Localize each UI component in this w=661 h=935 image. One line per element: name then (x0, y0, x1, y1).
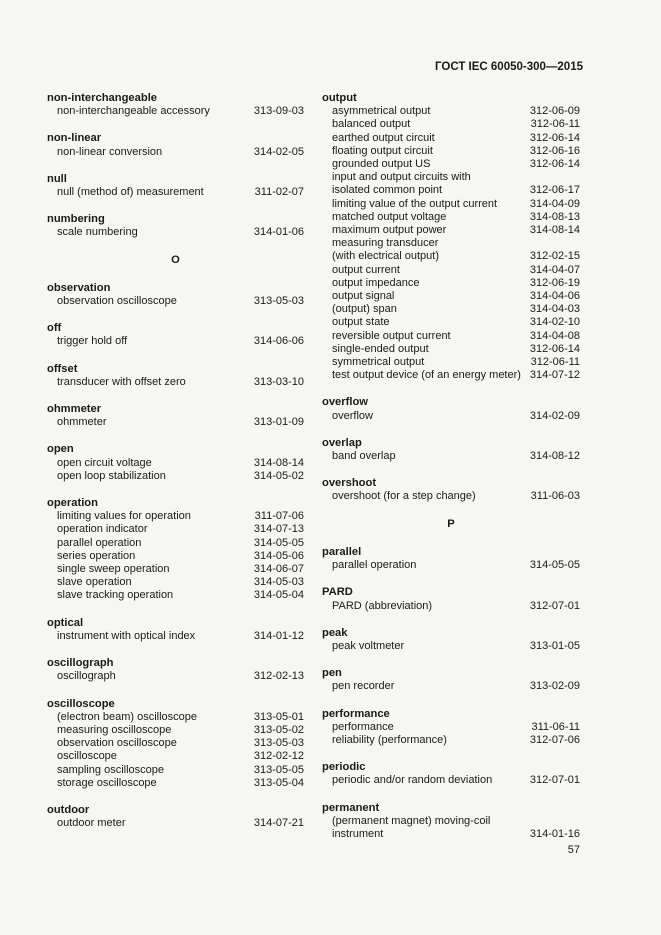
index-term: non-linear (47, 132, 102, 145)
entry-text: (electron beam) oscilloscope (57, 710, 198, 723)
index-group (47, 322, 304, 348)
entry-code: 312-07-06 (529, 733, 580, 746)
index-term: operation (47, 497, 98, 510)
index-group (47, 173, 304, 199)
entry-text: output impedance (332, 276, 420, 289)
entry-text: slave operation (57, 576, 132, 589)
index-group (322, 708, 580, 748)
index-entry (322, 450, 580, 463)
index-entry (322, 410, 580, 423)
entry-text: open circuit voltage (57, 456, 152, 469)
entry-code: 312-07-01 (529, 599, 580, 612)
index-entry (47, 226, 304, 239)
index-entry (47, 295, 304, 308)
index-entry (47, 186, 304, 199)
entry-text: oscilloscope (57, 750, 117, 763)
entry-code: 314-06-07 (253, 563, 304, 576)
index-term: performance (322, 707, 390, 720)
index-entry (322, 211, 580, 224)
entry-text: scale numbering (57, 226, 138, 239)
index-entry (47, 630, 304, 643)
entry-text: ohmmeter (57, 416, 107, 429)
entry-text: instrument with optical index (57, 629, 196, 642)
entry-text: null (method of) measurement (57, 186, 204, 199)
entry-text: test output device (of an energy meter) (332, 369, 521, 382)
index-entry (47, 510, 304, 523)
entry-text: single sweep operation (57, 563, 170, 576)
entry-code: 314-08-12 (529, 450, 580, 463)
entry-text: series operation (57, 549, 136, 562)
entry-text: reliability (performance) (332, 733, 447, 746)
index-entry (322, 264, 580, 277)
index-entry (322, 237, 580, 263)
section-letter: P (447, 517, 455, 530)
entry-code: 314-06-06 (253, 335, 304, 348)
entry-text: trigger hold off (57, 335, 128, 348)
index-group (322, 546, 580, 572)
entry-text: overflow (332, 409, 373, 422)
entry-code: 312-06-09 (529, 105, 580, 118)
index-entry (47, 576, 304, 589)
index-term: off (47, 322, 62, 335)
index-entry (322, 330, 580, 343)
entry-text: non-linear conversion (57, 145, 163, 158)
index-entry (47, 724, 304, 737)
entry-text: slave tracking operation (57, 589, 174, 602)
index-column-right (322, 92, 580, 855)
entry-code: 314-07-13 (253, 523, 304, 536)
entry-text: single-ended output (332, 342, 429, 355)
index-term: periodic (322, 761, 366, 774)
entry-text: measuring oscilloscope (57, 723, 172, 736)
index-group (322, 667, 580, 693)
index-entry (47, 589, 304, 602)
index-entry (322, 224, 580, 237)
index-entry (322, 734, 580, 747)
index-entry (322, 640, 580, 653)
entry-text: matched output voltage (332, 210, 447, 223)
index-group (322, 586, 580, 612)
entry-text: input and output circuits with isolated common point (332, 171, 471, 197)
index-term: optical (47, 616, 84, 629)
entry-code: 312-07-01 (529, 774, 580, 787)
entry-text: outdoor meter (57, 817, 126, 830)
entry-text: open loop stabilization (57, 469, 166, 482)
entry-text: non-interchangeable accessory (57, 105, 210, 118)
entry-code: 314-02-10 (529, 316, 580, 329)
entry-text: sampling oscilloscope (57, 763, 164, 776)
index-term: non-interchangeable (47, 92, 158, 104)
entry-code: 314-08-14 (529, 224, 580, 237)
entry-text: maximum output power (332, 224, 447, 237)
entry-code: 312-06-11 (530, 356, 580, 369)
index-entry (322, 600, 580, 613)
page-number: 57 (567, 844, 580, 856)
entry-text: storage oscilloscope (57, 776, 157, 789)
entry-code: 314-02-05 (253, 145, 304, 158)
entry-code: 314-04-08 (529, 329, 580, 342)
index-entry (47, 537, 304, 550)
index-group (322, 802, 580, 842)
index-entry (47, 523, 304, 536)
index-group (47, 497, 304, 603)
entry-text: PARD (abbreviation) (332, 599, 433, 612)
index-group (322, 396, 580, 422)
index-entry (47, 764, 304, 777)
index-entry (47, 711, 304, 724)
entry-code: 313-05-03 (253, 295, 304, 308)
entry-code: 314-01-06 (253, 226, 304, 239)
entry-code: 313-09-03 (253, 105, 304, 118)
index-entry (47, 470, 304, 483)
index-entry (47, 550, 304, 563)
entry-code: 312-06-16 (529, 144, 580, 157)
index-group (322, 627, 580, 653)
index-entry (47, 563, 304, 576)
entry-text: grounded output US (332, 158, 431, 171)
entry-code: 314-01-16 (529, 827, 580, 840)
index-term: output (322, 92, 357, 104)
index-term: offset (47, 362, 78, 375)
index-entry (322, 721, 580, 734)
entry-text: periodic and/or random deviation (332, 774, 493, 787)
index-entry (47, 335, 304, 348)
index-term: ohmmeter (47, 403, 102, 416)
entry-text: overshoot (for a step change) (332, 490, 476, 503)
index-entry (322, 490, 580, 503)
index-group (47, 617, 304, 643)
section-letter: O (171, 253, 180, 266)
entry-code: 311-02-07 (254, 186, 304, 199)
entry-code: 314-04-07 (529, 263, 580, 276)
index-term: null (47, 172, 67, 185)
index-entry (47, 777, 304, 790)
index-group (47, 92, 304, 118)
entry-text: limiting value of the output current (332, 197, 498, 210)
index-entry (322, 145, 580, 158)
index-term: PARD (322, 586, 353, 599)
index-term: numbering (47, 213, 105, 226)
entry-text: parallel operation (332, 559, 417, 572)
entry-text: transducer with offset zero (57, 375, 186, 388)
entry-text: output signal (332, 290, 395, 303)
entry-code: 314-04-09 (529, 197, 580, 210)
entry-code: 313-05-03 (253, 737, 304, 750)
entry-text: output state (332, 316, 390, 329)
index-entry (322, 158, 580, 171)
entry-code: 313-05-05 (253, 763, 304, 776)
entry-text: reversible output current (332, 329, 451, 342)
index-group (322, 477, 580, 503)
entry-text: limiting values for operation (57, 510, 191, 523)
index-entry (47, 750, 304, 763)
index-group (47, 443, 304, 483)
index-term: overflow (322, 396, 369, 409)
entry-code: 312-02-15 (529, 250, 580, 263)
index-entry (47, 105, 304, 118)
entry-code: 312-06-19 (529, 276, 580, 289)
entry-code: 313-05-02 (253, 723, 304, 736)
entry-code: 313-03-10 (253, 375, 304, 388)
entry-code: 313-02-09 (529, 680, 580, 693)
index-entry (47, 146, 304, 159)
index-entry (322, 815, 580, 841)
entry-text: performance (332, 720, 394, 733)
index-entry (322, 316, 580, 329)
entry-code: 314-07-21 (253, 817, 304, 830)
entry-code: 312-06-14 (529, 131, 580, 144)
entry-text: pen recorder (332, 680, 395, 693)
entry-code: 313-01-09 (253, 416, 304, 429)
entry-text: measuring transducer (with electrical output) (332, 237, 439, 263)
index-entry (322, 356, 580, 369)
index-entry (322, 774, 580, 787)
index-entry (47, 737, 304, 750)
index-group (47, 213, 304, 239)
index-term: permanent (322, 801, 380, 814)
entry-text: earthed output circuit (332, 131, 435, 144)
index-group (322, 761, 580, 787)
index-entry (322, 369, 580, 382)
index-entry (322, 198, 580, 211)
index-group (47, 403, 304, 429)
entry-code: 314-01-12 (253, 629, 304, 642)
entry-text: (permanent magnet) moving-coil instrument (332, 814, 491, 840)
index-term: open (47, 443, 74, 456)
entry-code: 314-05-02 (253, 469, 304, 482)
entry-code: 314-05-06 (253, 549, 304, 562)
entry-code: 314-07-12 (529, 369, 580, 382)
entry-code: 314-05-05 (253, 536, 304, 549)
index-entry (47, 457, 304, 470)
index-entry (47, 817, 304, 830)
entry-code: 312-06-14 (529, 158, 580, 171)
index-group (322, 437, 580, 463)
entry-text: oscillograph (57, 670, 116, 683)
entry-text: symmetrical output (332, 356, 425, 369)
index-term: peak (322, 626, 348, 639)
entry-code: 313-05-01 (253, 710, 304, 723)
entry-text: (output) span (332, 303, 397, 316)
index-term: oscillograph (47, 657, 114, 670)
index-entry (322, 290, 580, 303)
index-column-left (47, 92, 304, 844)
index-term: overshoot (322, 477, 377, 490)
entry-code: 312-06-11 (530, 118, 580, 131)
entry-code: 314-08-14 (253, 456, 304, 469)
index-group (47, 282, 304, 308)
index-term: observation (47, 281, 111, 294)
entry-code: 314-02-09 (529, 409, 580, 422)
index-entry (47, 376, 304, 389)
index-group (47, 132, 304, 158)
entry-code: 312-02-12 (253, 750, 304, 763)
index-term: pen (322, 667, 342, 680)
index-entry (322, 105, 580, 118)
entry-text: balanced output (332, 118, 411, 131)
entry-code: 314-04-03 (529, 303, 580, 316)
index-group (47, 804, 304, 830)
entry-code: 314-05-03 (253, 576, 304, 589)
entry-text: observation oscilloscope (57, 295, 177, 308)
index-term: parallel (322, 545, 362, 558)
index-term: outdoor (47, 803, 90, 816)
entry-code: 314-05-05 (529, 559, 580, 572)
index-entry (47, 416, 304, 429)
entry-code: 311-06-03 (530, 490, 580, 503)
entry-code: 313-01-05 (529, 639, 580, 652)
entry-code: 312-06-17 (529, 184, 580, 197)
index-entry (322, 559, 580, 572)
index-term: overlap (322, 436, 362, 449)
index-group (47, 363, 304, 389)
index-group (47, 698, 304, 790)
entry-code: 312-06-14 (529, 342, 580, 355)
index-group (322, 92, 580, 382)
entry-code: 314-04-06 (529, 290, 580, 303)
document-header: ГОСТ IEC 60050-300—2015 (435, 61, 583, 73)
entry-text: observation oscilloscope (57, 737, 177, 750)
entry-text: peak voltmeter (332, 639, 405, 652)
entry-text: output current (332, 263, 400, 276)
index-entry (322, 303, 580, 316)
entry-code: 311-07-06 (254, 510, 304, 523)
entry-code: 314-08-13 (529, 210, 580, 223)
entry-code: 314-05-04 (253, 589, 304, 602)
index-entry (322, 118, 580, 131)
entry-code: 313-05-04 (253, 776, 304, 789)
index-group (47, 657, 304, 683)
entry-text: parallel operation (57, 536, 142, 549)
index-entry (322, 277, 580, 290)
entry-code: 312-02-13 (253, 670, 304, 683)
entry-text: floating output circuit (332, 144, 433, 157)
entry-text: band overlap (332, 450, 396, 463)
index-entry (322, 132, 580, 145)
entry-text: asymmetrical output (332, 105, 431, 118)
index-entry (322, 343, 580, 356)
entry-code: 311-06-11 (531, 720, 580, 733)
entry-text: operation indicator (57, 523, 148, 536)
index-term: oscilloscope (47, 697, 115, 710)
index-entry (322, 171, 580, 197)
index-entry (47, 670, 304, 683)
index-entry (322, 680, 580, 693)
